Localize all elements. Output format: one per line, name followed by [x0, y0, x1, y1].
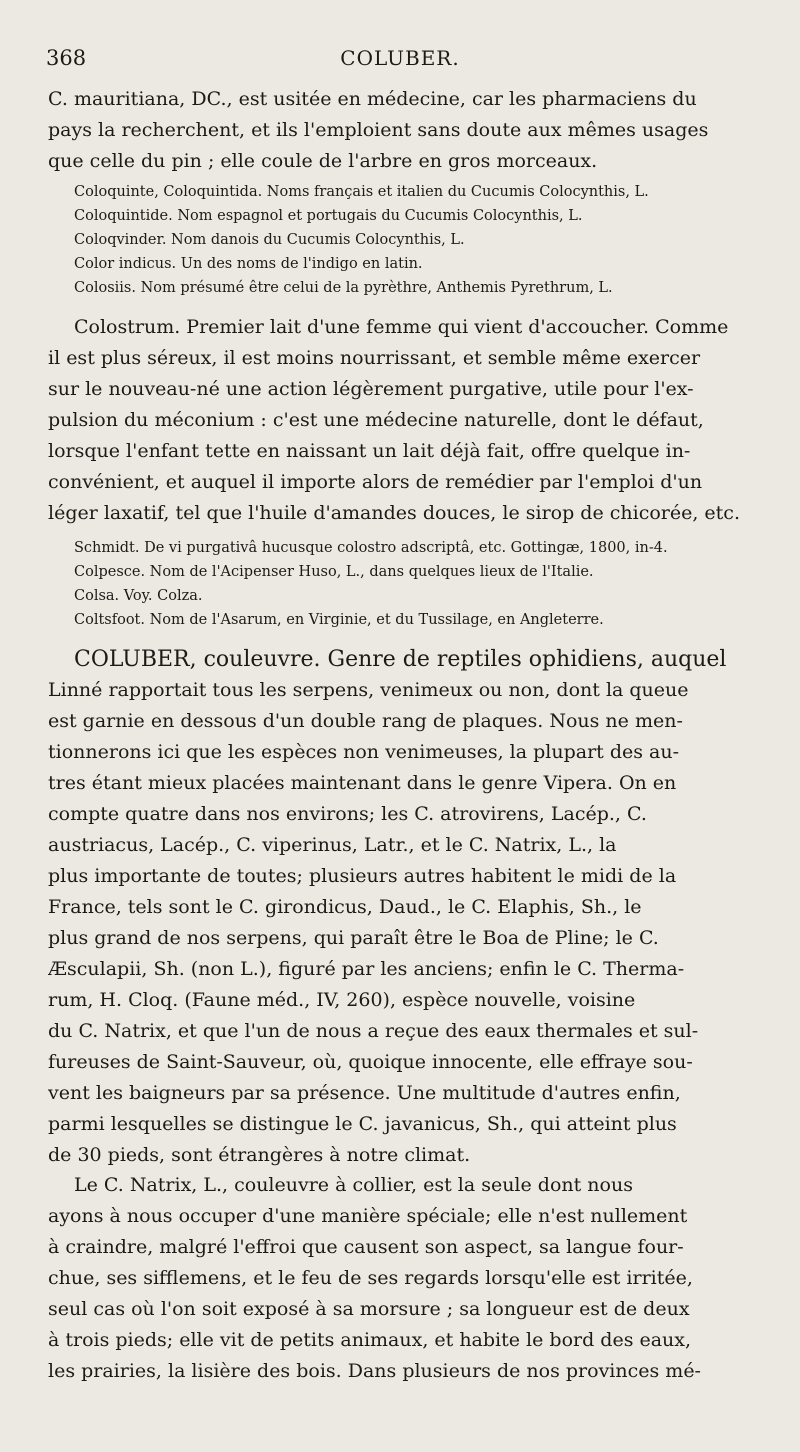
text-line: parmi lesquelles se distingue le C. javanicus, Sh., qui atteint plus — [48, 1113, 677, 1135]
text-line: compte quatre dans nos environs; les C. atrovirens, Lacép., C. — [48, 803, 647, 825]
text-line: pulsion du méconium : c'est une médecine naturelle, dont le défaut, — [48, 409, 704, 431]
text-line: tres étant mieux placées maintenant dans le genre Vipera. On en — [48, 772, 677, 794]
text-line: plus importante de toutes; plusieurs autres habitent le midi de la — [48, 865, 677, 887]
text-line: C. mauritiana, DC., est usitée en médecine, car les pharmaciens du — [48, 88, 697, 110]
text-line: chue, ses sifflemens, et le feu de ses regards lorsqu'elle est irritée, — [48, 1267, 693, 1289]
headword-line: COLUBER, couleuvre. Genre de reptiles ophidiens, auquel — [74, 647, 727, 672]
entry-line: Coltsfoot. Nom de l'Asarum, en Virginie, et du Tussilage, en Angleterre. — [74, 612, 604, 628]
entry-line: Colpesce. Nom de l'Acipenser Huso, L., dans quelques lieux de l'Italie. — [74, 564, 594, 580]
entry-line: Colosiis. Nom présumé être celui de la pyrèthre, Anthemis Pyrethrum, L. — [74, 280, 613, 296]
text-line: à craindre, malgré l'effroi que causent son aspect, sa langue four- — [48, 1236, 684, 1258]
text-line: Linné rapportait tous les serpens, venimeux ou non, dont la queue — [48, 679, 689, 701]
text-line: Æsculapii, Sh. (non L.), figuré par les anciens; enfin le C. Therma- — [48, 958, 685, 980]
text-line: rum, H. Cloq. (Faune méd., IV, 260), espèce nouvelle, voisine — [48, 989, 636, 1011]
entry-line: Schmidt. De vi purgativâ hucusque colostro adscriptâ, etc. Gottingæ, 1800, in-4. — [74, 540, 668, 556]
text-line: seul cas où l'on soit exposé à sa morsure ; sa longueur est de deux — [48, 1298, 690, 1320]
entry-line: Coloquinte, Coloquintida. Noms français et italien du Cucumis Colocynthis, L. — [74, 184, 649, 200]
text-line: est garnie en dessous d'un double rang de plaques. Nous ne men- — [48, 710, 683, 732]
paragraph-natrix — [48, 1170, 766, 1387]
page-header — [0, 46, 800, 80]
text-line: de 30 pieds, sont étrangères à notre climat. — [48, 1144, 471, 1166]
text-line: lorsque l'enfant tette en naissant un lait déjà fait, offre quelque in- — [48, 440, 691, 462]
text-line: Le C. Natrix, L., couleuvre à collier, est la seule dont nous — [74, 1174, 633, 1196]
entry-line: Coloquintide. Nom espagnol et portugais du Cucumis Colocynthis, L. — [74, 208, 583, 224]
text-line: ayons à nous occuper d'une manière spéciale; elle n'est nullement — [48, 1205, 688, 1227]
entries-coloquinte — [48, 180, 766, 300]
entries-colpesce — [48, 536, 766, 632]
text-line: austriacus, Lacép., C. viperinus, Latr., et le C. Natrix, L., la — [48, 834, 617, 856]
paragraph-colostrum — [48, 312, 766, 529]
text-line: fureuses de Saint-Sauveur, où, quoique innocente, elle effraye sou- — [48, 1051, 693, 1073]
text-line: vent les baigneurs par sa présence. Une multitude d'autres enfin, — [48, 1082, 681, 1104]
text-line: pays la recherchent, et ils l'emploient sans doute aux mêmes usages — [48, 119, 709, 141]
paragraph-mauritiana — [48, 84, 766, 177]
entry-line: Coloqvinder. Nom danois du Cucumis Colocynthis, L. — [74, 232, 465, 248]
entry-line: Colsa. Voy. Colza. — [74, 588, 203, 604]
text-line: convénient, et auquel il importe alors de remédier par l'emploi d'un — [48, 471, 703, 493]
text-line: France, tels sont le C. girondicus, Daud., le C. Elaphis, Sh., le — [48, 896, 642, 918]
running-title: COLUBER. — [340, 46, 460, 70]
text-line: sur le nouveau-né une action légèrement purgative, utile pour l'ex- — [48, 378, 694, 400]
text-line: que celle du pin ; elle coule de l'arbre en gros morceaux. — [48, 150, 598, 172]
text-line: Colostrum. Premier lait d'une femme qui vient d'accoucher. Comme — [74, 316, 729, 338]
entry-line: Color indicus. Un des noms de l'indigo en latin. — [74, 256, 423, 272]
paragraph-coluber — [48, 644, 766, 1171]
text-line: tionnerons ici que les espèces non venimeuses, la plupart des au- — [48, 741, 680, 763]
text-line: léger laxatif, tel que l'huile d'amandes douces, le sirop de chicorée, etc. — [48, 502, 740, 524]
text-line: du C. Natrix, et que l'un de nous a reçue des eaux thermales et sul- — [48, 1020, 699, 1042]
text-line: plus grand de nos serpens, qui paraît être le Boa de Pline; le C. — [48, 927, 659, 949]
text-line: il est plus séreux, il est moins nourrissant, et semble même exercer — [48, 347, 701, 369]
text-line: les prairies, la lisière des bois. Dans plusieurs de nos provinces mé- — [48, 1360, 701, 1382]
page-number: 368 — [46, 46, 87, 70]
text-line: à trois pieds; elle vit de petits animaux, et habite le bord des eaux, — [48, 1329, 692, 1351]
